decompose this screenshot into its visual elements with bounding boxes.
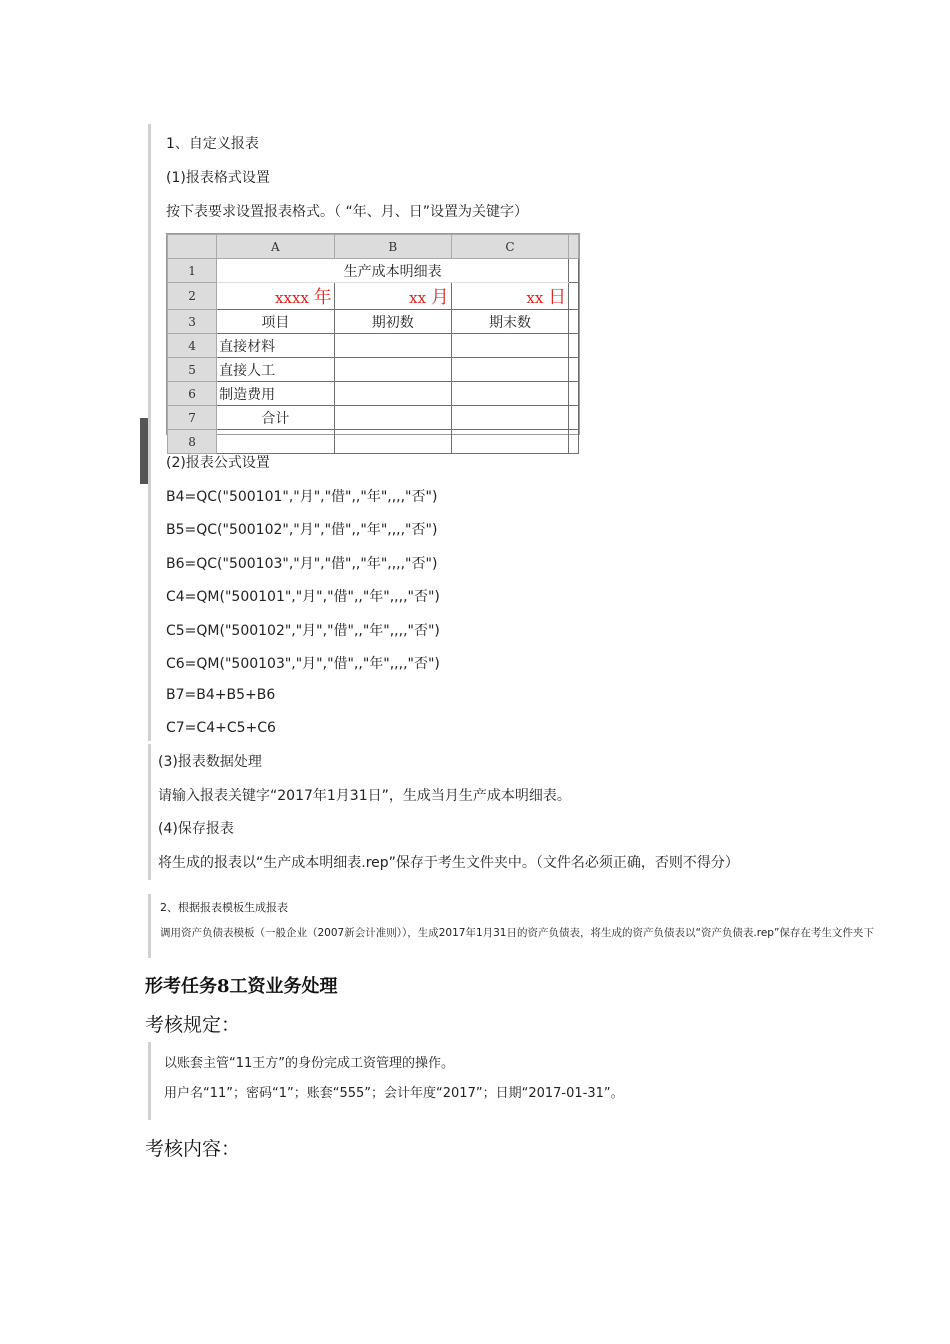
- template-instruction: 调用资产负债表模板（一般企业（2007新会计准则）），生成2017年1月31日的资产负债表，将生成的资产负债表以“资产负债表.rep”保存在考生文件夹下: [160, 927, 874, 939]
- year-keyword-cell[interactable]: [217, 283, 335, 310]
- content-label: 考核内容：: [145, 1138, 241, 1160]
- cell[interactable]: [569, 310, 579, 334]
- cell[interactable]: [451, 358, 568, 382]
- item-cell[interactable]: 制造费用: [217, 382, 335, 406]
- formula-line: C7=C4+C5+C6: [166, 720, 276, 736]
- column-header-extra: [569, 235, 579, 259]
- item-cell[interactable]: 直接材料: [217, 334, 335, 358]
- row-header[interactable]: 2: [168, 283, 217, 310]
- subsection-format: (1)报表格式设置: [166, 170, 270, 186]
- corner-cell: [168, 235, 217, 259]
- formula-line: C4=QM("500101","月","借",,"年",,,,"否"): [166, 589, 440, 605]
- cell[interactable]: [334, 382, 451, 406]
- cell[interactable]: [569, 358, 579, 382]
- cell[interactable]: [569, 382, 579, 406]
- cell[interactable]: [451, 406, 568, 430]
- cell[interactable]: [451, 382, 568, 406]
- subsection-formulas: (2)报表公式设置: [166, 455, 270, 471]
- day-unit: 日: [548, 287, 567, 308]
- rule-line: 用户名“11”；密码“1”；账套“555”；会计年度“2017”；日期“2017-01-31”。: [164, 1086, 624, 1101]
- subsection-data-processing: (3)报表数据处理: [158, 754, 262, 770]
- cell[interactable]: [569, 283, 579, 310]
- row-header[interactable]: 6: [168, 382, 217, 406]
- total-cell[interactable]: 合计: [217, 406, 335, 430]
- formula-line: C5=QM("500102","月","借",,"年",,,,"否"): [166, 623, 440, 639]
- report-title-cell[interactable]: 生产成本明细表: [217, 259, 569, 283]
- cell[interactable]: [451, 334, 568, 358]
- formula-line: B5=QC("500102","月","借",,"年",,,,"否"): [166, 522, 438, 538]
- header-cell-item[interactable]: 项目: [217, 310, 335, 334]
- cell[interactable]: [451, 430, 568, 454]
- formula-line: C6=QM("500103","月","借",,"年",,,,"否"): [166, 656, 440, 672]
- month-keyword-cell[interactable]: [334, 283, 451, 310]
- section-title: 2、根据报表模板生成报表: [160, 901, 288, 914]
- row-header[interactable]: 1: [168, 259, 217, 283]
- formula-line: B6=QC("500103","月","借",,"年",,,,"否"): [166, 556, 438, 572]
- month-unit: 月: [430, 287, 449, 308]
- formula-line: B7=B4+B5+B6: [166, 687, 276, 703]
- cell[interactable]: [334, 358, 451, 382]
- section-title: 1、自定义报表: [166, 136, 259, 152]
- rules-label: 考核规定：: [145, 1014, 241, 1036]
- day-placeholder: xx: [526, 289, 544, 307]
- formula-line: B4=QC("500101","月","借",,"年",,,,"否"): [166, 489, 438, 505]
- column-header[interactable]: A: [217, 235, 335, 259]
- year-unit: 年: [313, 287, 332, 308]
- save-text: 将生成的报表以“生产成本明细表.rep”保存于考生文件夹中。（文件名必须正确，否则不得分）: [158, 855, 739, 871]
- page-heading: 形考任务8工资业务处理: [145, 976, 338, 997]
- cell[interactable]: [569, 334, 579, 358]
- row-header[interactable]: 7: [168, 406, 217, 430]
- column-header[interactable]: C: [451, 235, 568, 259]
- year-placeholder: xxxx: [275, 289, 309, 307]
- cell[interactable]: [569, 259, 579, 283]
- cell[interactable]: [569, 430, 579, 454]
- column-header[interactable]: B: [334, 235, 451, 259]
- cell[interactable]: [569, 406, 579, 430]
- row-header[interactable]: 8: [168, 430, 217, 454]
- header-cell-opening[interactable]: 期初数: [334, 310, 451, 334]
- item-cell[interactable]: 直接人工: [217, 358, 335, 382]
- row-header[interactable]: 3: [168, 310, 217, 334]
- cell[interactable]: [334, 334, 451, 358]
- report-format-table: [167, 234, 579, 454]
- month-placeholder: xx: [409, 289, 427, 307]
- day-keyword-cell[interactable]: [451, 283, 568, 310]
- data-processing-text: 请输入报表关键字“2017年1月31日”，生成当月生产成本明细表。: [158, 788, 571, 804]
- rule-line: 以账套主管“11王方”的身份完成工资管理的操作。: [164, 1056, 455, 1071]
- row-header[interactable]: 4: [168, 334, 217, 358]
- spreadsheet-screenshot: [166, 233, 580, 449]
- format-instruction: 按下表要求设置报表格式。（ “年、月、日”设置为关键字）: [166, 204, 528, 220]
- row-header[interactable]: 5: [168, 358, 217, 382]
- cell[interactable]: [334, 406, 451, 430]
- cell[interactable]: [217, 430, 335, 454]
- subsection-save: (4)保存报表: [158, 821, 234, 837]
- header-cell-closing[interactable]: 期末数: [451, 310, 568, 334]
- cell[interactable]: [334, 430, 451, 454]
- scroll-handle[interactable]: [140, 418, 148, 484]
